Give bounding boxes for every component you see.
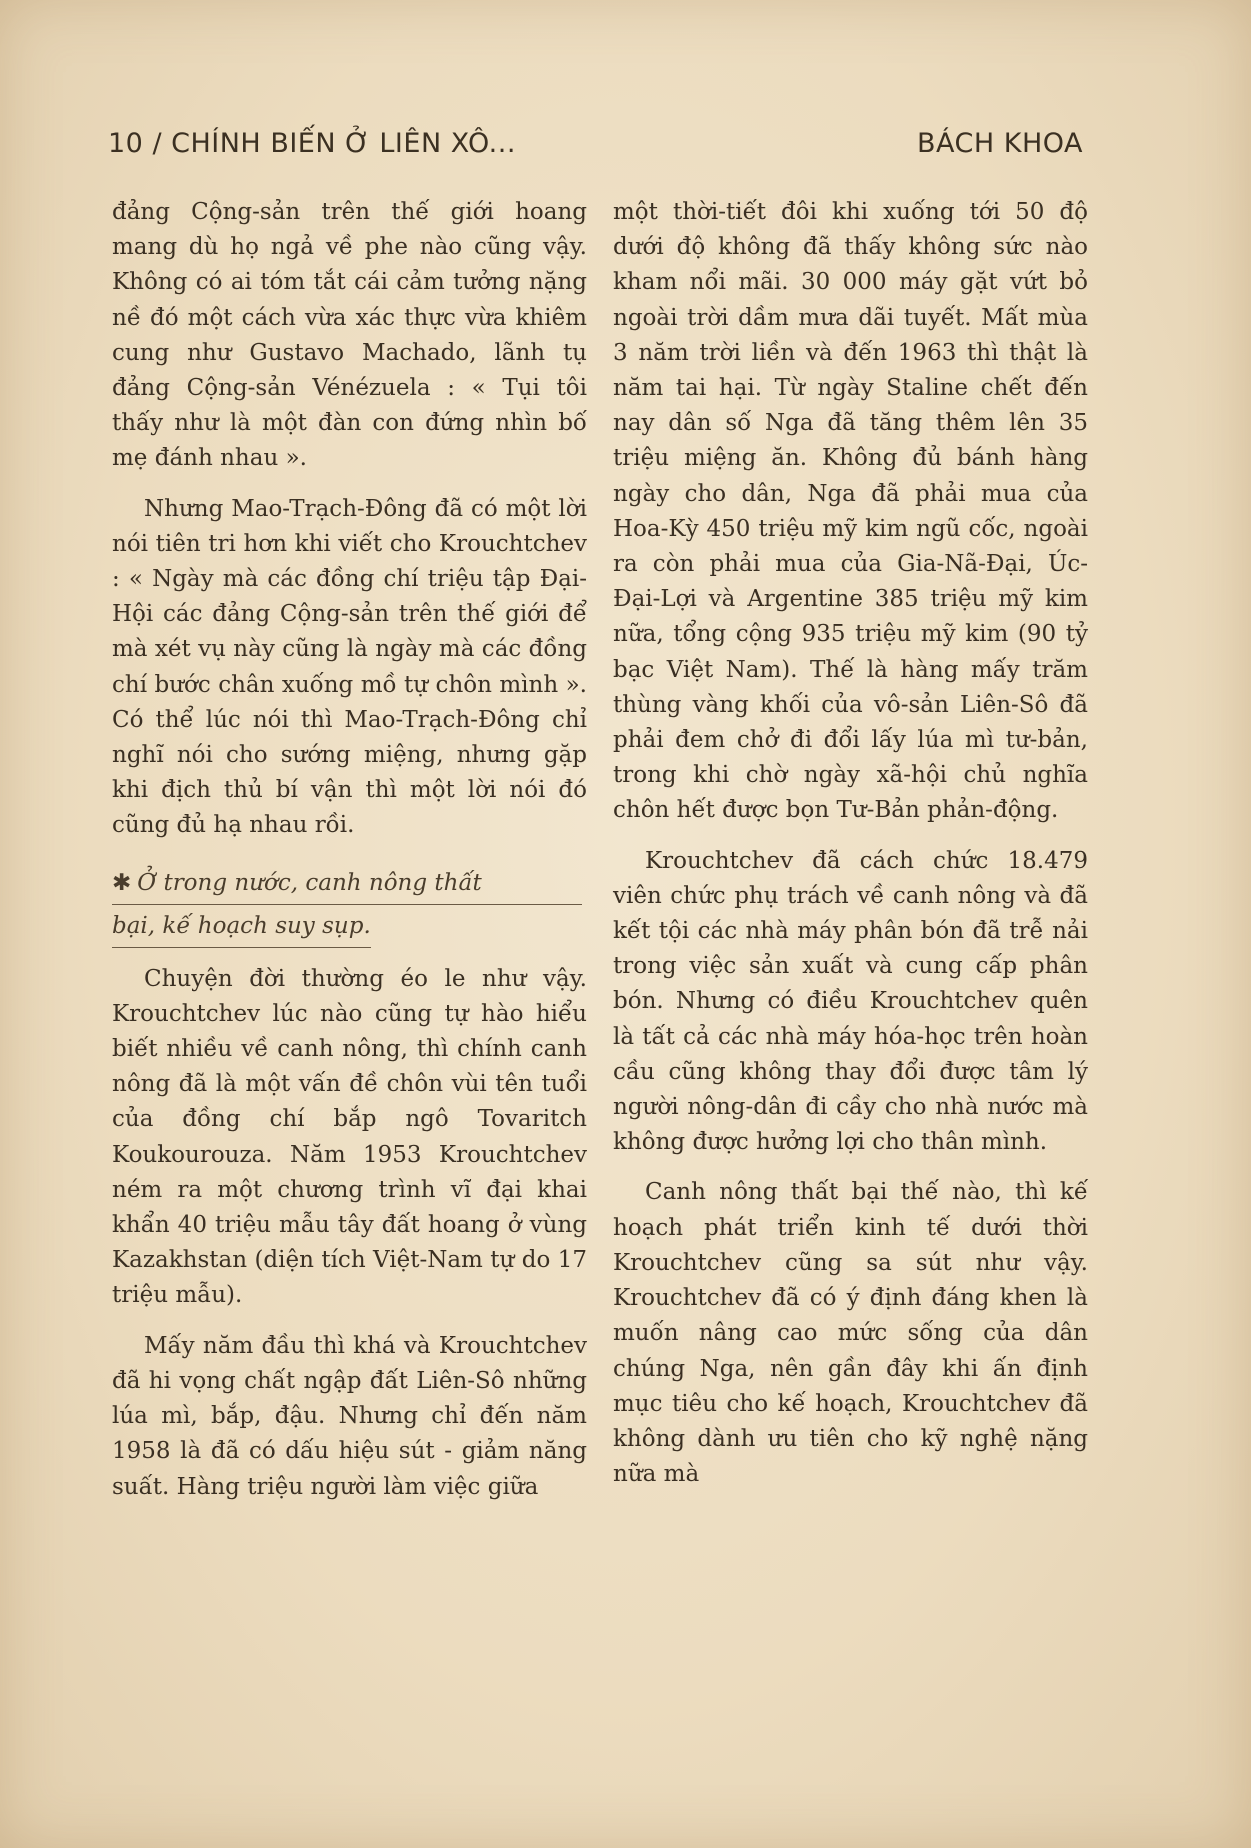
header-magazine-name: BÁCH KHOA xyxy=(916,128,1083,159)
section-heading xyxy=(112,862,587,948)
paragraph: một thời-tiết đôi khi xuống tới 50 độ dưới độ không đã thấy không sức nào kham nổi mãi. 30 000 máy gặt vứt bỏ ngoài trời dầm mưa dãi tuyết. Mất mùa 3 năm trời liền và đến 1963 thì thật là năm tai hại. Từ ngày Staline chết đến nay dân số Nga đã tăng thêm lên 35 triệu miệng ăn. Không đủ bánh hàng ngày cho dân, Nga đã phải mua của Hoa-Kỳ 450 triệu mỹ kim ngũ cốc, ngoài ra còn phải mua của Gia-Nã-Đại, Úc-Đại-Lợi và Argentine 385 triệu mỹ kim nữa, tổng cộng 935 triệu mỹ kim (90 tỷ bạc Việt Nam). Thế là hàng mấy trăm thùng vàng khối của vô-sản Liên-Sô đã phải đem chở đi đổi lấy lúa mì tư-bản, trong khi chờ ngày xã-hội chủ nghĩa chôn hết được bọn Tư-Bản phản-động. xyxy=(613,199,1088,824)
header-page-title: 10 / CHÍNH BIẾN Ở LIÊN XÔ... xyxy=(108,128,516,159)
paragraph: Mấy năm đầu thì khá và Krouchtchev đã hi vọng chất ngập đất Liên-Sô những lúa mì, bắp, đậu. Nhưng chỉ đến năm 1958 là đã có dấu hiệu sút - giảm năng suất. Hàng triệu người làm việc giữa xyxy=(112,1332,587,1500)
paragraph: Nhưng Mao-Trạch-Đông đã có một lời nói tiên tri hơn khi viết cho Krouchtchev : « Ngày mà các đồng chí triệu tập Đại-Hội các đảng Cộng-sản trên thế giới để mà xét vụ này cũng là ngày mà các đồng chí bước chân xuống mồ tự chôn mình ». Có thể lúc nói thì Mao-Trạch-Đông chỉ nghĩ nói cho sướng miệng, nhưng gặp khi địch thủ bí vận thì một lời nói đó cũng đủ hạ nhau rồi. xyxy=(112,495,587,839)
section-marker-icon: ✱ xyxy=(112,869,132,896)
left-column xyxy=(112,195,587,1520)
section-heading-line-1: Ở trong nước, canh nông thất xyxy=(137,869,482,896)
right-column xyxy=(613,195,1088,1507)
paragraph: Chuyện đời thường éo le như vậy. Krouchtchev lúc nào cũng tự hào hiểu biết nhiều về canh nông, thì chính canh nông đã là một vấn đề chôn vùi tên tuổi của đồng chí bắp ngô Tovaritch Koukourouza. Năm 1953 Krouchtchev ném ra một chương trình vĩ đại khai khẩn 40 triệu mẫu tây đất hoang ở vùng Kazakhstan (diện tích Việt-Nam tự do 17 triệu mẫu). xyxy=(112,965,587,1309)
running-header xyxy=(108,128,1083,178)
paragraph: Canh nông thất bại thế nào, thì kế hoạch phát triển kinh tế dưới thời Krouchtchev cũng sa sút như vậy. Krouchtchev đã có ý định đáng khen là muốn nâng cao mức sống của dân chúng Nga, nên gần đây khi ấn định mục tiêu cho kế hoạch, Krouchtchev đã không dành ưu tiên cho kỹ nghệ nặng nữa mà xyxy=(613,1179,1088,1488)
section-heading-line-2: bại, kế hoạch suy sụp. xyxy=(112,905,371,948)
paragraph: đảng Cộng-sản trên thế giới hoang mang dù họ ngả về phe nào cũng vậy. Không có ai tóm tắt cái cảm tưởng nặng nề đó một cách vừa xác thực vừa khiêm cung như Gustavo Machado, lãnh tụ đảng Cộng-sản Vénézuela : « Tụi tôi thấy như là một đàn con đứng nhìn bố mẹ đánh nhau ». xyxy=(112,199,587,472)
paragraph: Krouchtchev đã cách chức 18.479 viên chức phụ trách về canh nông và đã kết tội các nhà máy phân bón đã trễ nải trong việc sản xuất và cung cấp phân bón. Nhưng có điều Krouchtchev quên là tất cả các nhà máy hóa-học trên hoàn cầu cũng không thay đổi được tâm lý người nông-dân đi cầy cho nhà nước mà không được hưởng lợi cho thân mình. xyxy=(613,847,1088,1156)
